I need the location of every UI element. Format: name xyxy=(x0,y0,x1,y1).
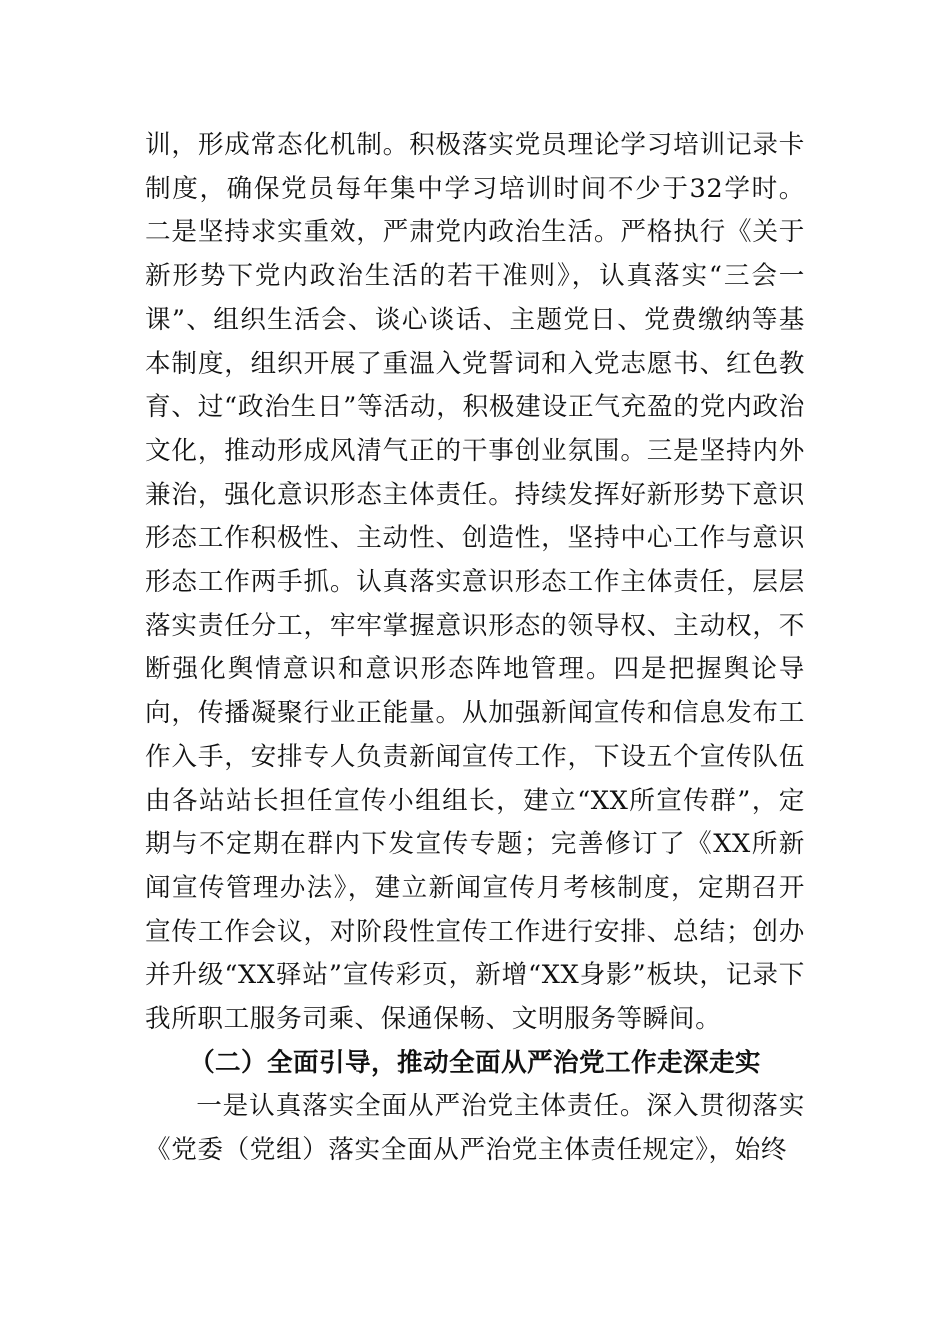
document-page xyxy=(145,124,805,1173)
section-heading: （二）全面引导，推动全面从严治党工作走深走实 xyxy=(189,1047,761,1078)
body-paragraph-continued: 一是认真落实全面从严治党主体责任。深入贯彻落实《党委（党组）落实全面从严治党主体责任规定》，始终 xyxy=(145,1091,805,1166)
body-paragraph: 训，形成常态化机制。积极落实党员理论学习培训记录卡制度，确保党员每年集中学习培训时间不少于32学时。二是坚持求实重效，严肃党内政治生活。严格执行《关于新形势下党内政治生活的若干准则》，认真落实“三会一课”、组织生活会、谈心谈话、主题党日、党费缴纳等基本制度，组织开展了重温入党誓词和入党志愿书、红色教育、过“政治生日”等活动，积极建设正气充盈的党内政治文化，推动形成风清气正的干事创业氛围。三是坚持内外兼治，强化意识形态主体责任。持续发挥好新形势下意识形态工作积极性、主动性、创造性，坚持中心工作与意识形态工作两手抓。认真落实意识形态工作主体责任，层层落实责任分工，牢牢掌握意识形态的领导权、主动权，不断强化舆情意识和意识形态阵地管理。四是把握舆论导向，传播凝聚行业正能量。从加强新闻宣传和信息发布工作入手，安排专人负责新闻宣传工作，下设五个宣传队伍由各站站长担任宣传小组组长，建立“XX所宣传群”，定期与不定期在群内下发宣传专题；完善修订了《XX所新闻宣传管理办法》，建立新闻宣传月考核制度，定期召开宣传工作会议，对阶段性宣传工作进行安排、总结；创办并升级“XX驿站”宣传彩页，新增“XX身影”板块，记录下我所职工服务司乘、保通保畅、文明服务等瞬间。 xyxy=(145,130,805,1035)
